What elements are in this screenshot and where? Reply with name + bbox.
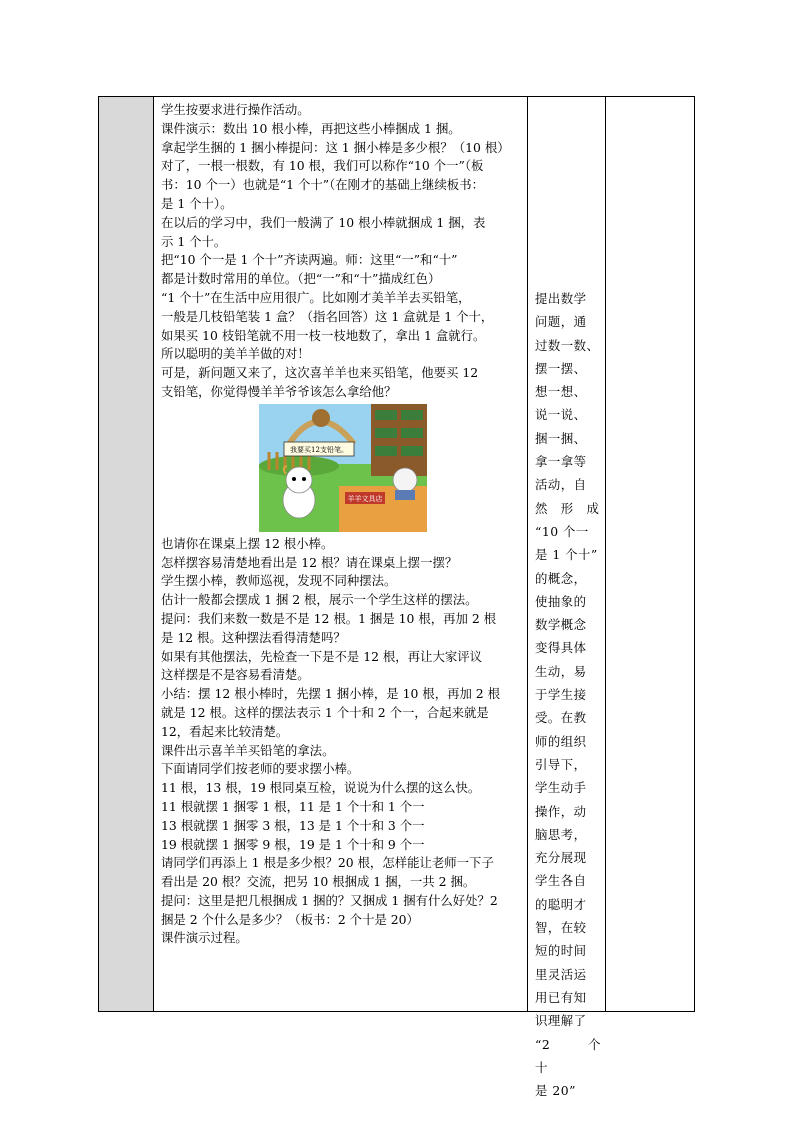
text-line: 在以后的学习中，我们一般满了 10 根小棒就捆成 1 捆，表 bbox=[161, 214, 486, 230]
side-text-line: “2 个 十 bbox=[535, 1036, 614, 1075]
text-line: “1 个十”在生活中应用很广。比如刚才美羊羊去买铅笔， bbox=[161, 289, 471, 305]
text-line: 如果买 10 枝铅笔就不用一枝一枝地数了，拿出 1 盒就行。 bbox=[161, 327, 486, 343]
text-line: 示 1 个十。 bbox=[161, 233, 227, 249]
side-text-line: 问题，通 bbox=[535, 314, 587, 330]
cartoon-illustration bbox=[259, 404, 427, 532]
side-text-line: 师的组织 bbox=[535, 733, 587, 749]
text-line: 课件演示：数出 10 根小棒，再把这些小棒捆成 1 捆。 bbox=[161, 120, 461, 136]
notes-column bbox=[606, 97, 694, 1011]
side-text-line: 是 20” bbox=[535, 1083, 576, 1099]
side-text-line: 活动，自 bbox=[535, 477, 587, 493]
side-text-line: 短的时间 bbox=[535, 943, 587, 959]
text-line: 也请你在课桌上摆 12 根小棒。 bbox=[161, 535, 334, 551]
side-text-line: 学生动手 bbox=[535, 780, 587, 796]
text-line: 小结：摆 12 根小棒时，先摆 1 捆小棒，是 10 根，再加 2 根 bbox=[161, 686, 501, 702]
side-text-line: 是 1 个十” bbox=[535, 547, 598, 563]
side-text-line: 操作，动 bbox=[535, 803, 587, 819]
side-text-line: 拿一拿等 bbox=[535, 454, 587, 470]
text-line: 一般是几枝铅笔装 1 盒？（指名回答）这 1 盒就是 1 个十， bbox=[161, 308, 494, 324]
text-line: 课件演示过程。 bbox=[161, 930, 248, 946]
side-text-line: 生动，易 bbox=[535, 663, 587, 679]
text-block-before-image bbox=[161, 101, 527, 402]
text-line: 课件出示喜羊羊买铅笔的拿法。 bbox=[161, 742, 335, 758]
side-text-line: 的聪明才 bbox=[535, 896, 587, 912]
shaded-column bbox=[99, 97, 154, 1011]
text-line: 学生按要求进行操作活动。 bbox=[161, 102, 310, 117]
text-line: 都是计数时常用的单位。（把“一”和“十”描成红色） bbox=[161, 271, 441, 287]
text-line: 书：10 个一）也就是“1 个十”（在刚才的基础上继续板书： bbox=[161, 177, 484, 193]
text-line: 提问：这里是把几根捆成 1 捆的？又捆成 1 捆有什么好处？2 bbox=[161, 892, 498, 908]
side-text-line: 数学概念 bbox=[535, 617, 587, 633]
side-text-line: 里灵活运 bbox=[535, 966, 587, 982]
side-text-line: 想一想、 bbox=[535, 384, 587, 400]
text-line: 估计一般都会摆成 1 捆 2 根，展示一个学生这样的摆法。 bbox=[161, 592, 478, 608]
side-text-line: 然 形 成 bbox=[535, 500, 600, 516]
side-text-line: 摆一摆、 bbox=[535, 360, 587, 376]
side-text-line: 提出数学 bbox=[535, 291, 587, 306]
side-text-line: 智，在较 bbox=[535, 920, 587, 936]
text-line: 捆是 2 个什么是多少？（板书：2 个十是 20） bbox=[161, 911, 419, 927]
lesson-table bbox=[98, 96, 695, 1099]
text-line: 是 12 根。这种摆法看得清楚吗？ bbox=[161, 629, 346, 645]
side-text-line: “10 个一 bbox=[535, 523, 589, 539]
text-line: 11 根，13 根，19 根同桌互检，说说为什么摆的这么快。 bbox=[161, 780, 481, 796]
speech-bubble-text: 我要买12支铅笔。 bbox=[290, 445, 348, 454]
side-text-line: 变得具体 bbox=[535, 640, 587, 656]
side-text-line: 说一说、 bbox=[535, 407, 587, 423]
side-text-line: 引导下， bbox=[535, 756, 587, 772]
side-text-line: 的概念， bbox=[535, 570, 587, 586]
teaching-process-text bbox=[161, 101, 527, 948]
side-text-line: 充分展现 bbox=[535, 850, 587, 866]
text-line: 对了，一根一根数，有 10 根，我们可以称作“10 个一”（板 bbox=[161, 158, 484, 174]
text-line: 可是，新问题又来了，这次喜羊羊也来买铅笔，他要买 12 bbox=[161, 365, 479, 381]
text-line: 是 1 个十）。 bbox=[161, 195, 233, 211]
text-line: 怎样摆容易清楚地看出是 12 根？请在课桌上摆一摆？ bbox=[161, 554, 458, 570]
text-line: 13 根就摆 1 捆零 3 根，13 是 1 个十和 3 个一 bbox=[161, 817, 425, 833]
text-line: 11 根就摆 1 捆零 1 根，11 是 1 个十和 1 个一 bbox=[161, 798, 425, 814]
text-line: 12，看起来比较清楚。 bbox=[161, 723, 289, 739]
side-text-line: 过数一数、 bbox=[535, 337, 600, 353]
side-text-line: 受。在教 bbox=[535, 710, 587, 726]
side-text-line: 捆一捆、 bbox=[535, 430, 587, 446]
text-line: 拿起学生捆的 1 捆小棒提问：这 1 捆小棒是多少根？（10 根） bbox=[161, 139, 510, 155]
side-text-line: 于学生接 bbox=[535, 687, 587, 703]
text-line: 所以聪明的美羊羊做的对！ bbox=[161, 346, 310, 362]
text-line: 支铅笔，你觉得慢羊羊爷爷该怎么拿给他？ bbox=[161, 383, 397, 399]
side-text-line: 使抽象的 bbox=[535, 593, 587, 609]
text-line: 就是 12 根。这样的摆法表示 1 个十和 2 个一，合起来就是 bbox=[161, 704, 489, 720]
text-line: 下面请同学们按老师的要求摆小棒。 bbox=[161, 761, 360, 777]
shop-sign-text: 羊羊文具店 bbox=[347, 494, 383, 503]
side-text-line: 识理解了 bbox=[535, 1013, 587, 1029]
text-line: 这样摆是不是容易看清楚。 bbox=[161, 667, 310, 683]
text-line: 如果有其他摆法，先检查一下是不是 12 根，再让大家评议 bbox=[161, 648, 483, 664]
text-block-after-image bbox=[161, 535, 527, 949]
side-text-line: 脑思考， bbox=[535, 826, 587, 842]
text-line: 学生摆小棒，教师巡视，发现不同种摆法。 bbox=[161, 573, 397, 589]
side-text-line: 用已有知 bbox=[535, 989, 587, 1005]
text-line: 请同学们再添上 1 根是多少根？20 根，怎样能让老师一下子 bbox=[161, 855, 494, 871]
side-text-line: 学生各自 bbox=[535, 873, 587, 889]
text-line: 19 根就摆 1 捆零 9 根，19 是 1 个十和 9 个一 bbox=[161, 836, 425, 852]
design-intent-text bbox=[535, 287, 614, 1102]
text-line: 看出是 20 根？交流，把另 10 根捆成 1 捆，一共 2 捆。 bbox=[161, 874, 476, 890]
text-line: 提问：我们来数一数是不是 12 根。1 捆是 10 根，再加 2 根 bbox=[161, 610, 497, 626]
text-line: 把“10 个一是 1 个十”齐读两遍。师：这里“一”和“十” bbox=[161, 252, 458, 268]
